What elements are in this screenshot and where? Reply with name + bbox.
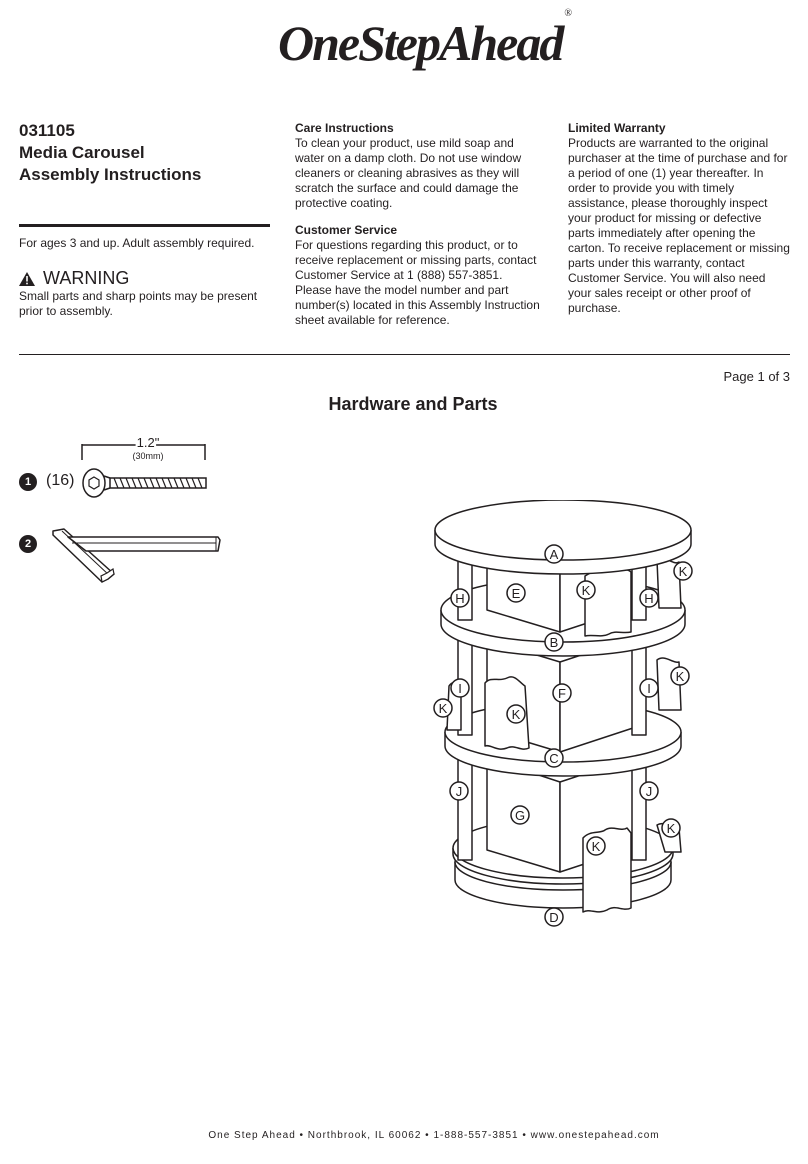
- care-heading: Care Instructions: [295, 121, 394, 135]
- brand-logo: OneStepAhead®: [278, 8, 572, 71]
- part-label-e: [507, 584, 525, 602]
- bolt-illustration: [78, 432, 218, 502]
- product-name: Media Carousel: [19, 143, 145, 162]
- part-label-h-left: [451, 589, 469, 607]
- document-type: Assembly Instructions: [19, 165, 202, 184]
- limited-warranty: [568, 121, 790, 316]
- part-label-k-1: [577, 581, 595, 599]
- warning-body: Small parts and sharp points may be present prior to assembly.: [19, 289, 258, 318]
- svg-text:H: H: [455, 591, 465, 606]
- ages-note: For ages 3 and up. Adult assembly required.: [19, 236, 255, 250]
- title-divider: [19, 224, 270, 227]
- section-title: Hardware and Parts: [328, 394, 498, 414]
- part-label-j-left: [450, 782, 468, 800]
- part-label-j-right: [640, 782, 658, 800]
- svg-text:K: K: [678, 564, 688, 579]
- part-label-a: [545, 545, 563, 563]
- bolt-length-metric: (30mm): [132, 451, 164, 461]
- customer-service-heading: Customer Service: [295, 223, 398, 237]
- svg-text:K: K: [591, 839, 601, 854]
- part-label-b: [545, 633, 563, 651]
- part-label-h-right: [640, 589, 658, 607]
- svg-text:A: A: [549, 547, 559, 562]
- svg-text:I: I: [458, 681, 462, 696]
- svg-text:D: D: [549, 910, 559, 925]
- svg-text:G: G: [514, 808, 526, 823]
- svg-text:J: J: [455, 784, 463, 799]
- svg-text:E: E: [511, 586, 521, 601]
- warranty-heading: Limited Warranty: [568, 121, 666, 135]
- section-divider: [19, 354, 790, 355]
- bolt-length: 1.2": [136, 435, 160, 450]
- svg-text:J: J: [645, 784, 653, 799]
- hardware-quantity-1: (16): [46, 472, 75, 489]
- svg-text:K: K: [511, 707, 521, 722]
- part-label-f: [553, 684, 571, 702]
- model-number: 031105: [19, 121, 75, 140]
- svg-text:C: C: [549, 751, 559, 766]
- svg-text:F: F: [558, 686, 566, 701]
- bolt-icon: [83, 469, 206, 497]
- part-label-k-6: [587, 837, 605, 855]
- allen-key-icon: [50, 527, 225, 587]
- svg-text:K: K: [438, 701, 448, 716]
- customer-service-body: For questions regarding this product, or to receive replacement or missing parts, contact Customer Service at 1 (888) 557-3851. Please have the model number and part number(s) located in this Assembly Instruction sheet available for reference.: [295, 238, 540, 327]
- svg-text:B: B: [549, 635, 559, 650]
- title-block: [19, 120, 201, 186]
- warning-title: WARNING: [43, 268, 130, 288]
- warning-heading: [19, 268, 129, 289]
- svg-text:K: K: [675, 669, 685, 684]
- part-label-k-5: [507, 705, 525, 723]
- part-label-i-right: [640, 679, 658, 697]
- warning-triangle-icon: [19, 272, 35, 286]
- page-indicator: Page 1 of 3: [723, 369, 790, 384]
- part-label-k-2: [674, 562, 692, 580]
- hardware-number-2: 2: [19, 535, 37, 553]
- part-label-k-3: [671, 667, 689, 685]
- part-label-k-7: [662, 819, 680, 837]
- part-label-g: [511, 806, 529, 824]
- warranty-body: Products are warranted to the original purchaser at the time of purchase and for a period of one (1) year thereafter. In order to provide you with timely assistance, please thoroughly inspect your product for missing or defective parts immediately after opening the carton. To receive replacement or missing parts under this warranty, contact Customer Service. You will also need your sales receipt or other proof of purchase.: [568, 136, 790, 315]
- part-label-c: [545, 749, 563, 767]
- hardware-number-1: 1: [19, 473, 37, 491]
- svg-text:H: H: [644, 591, 654, 606]
- carousel-parts-diagram: [425, 500, 705, 940]
- part-label-i-left: [451, 679, 469, 697]
- customer-service: [295, 223, 540, 328]
- svg-text:K: K: [581, 583, 591, 598]
- care-body: To clean your product, use mild soap and water on a damp cloth. Do not use window cleaners or cleaning abrasives as they will scratch the surface and could damage the protective coating.: [295, 136, 522, 210]
- care-instructions: [295, 121, 540, 211]
- footer-contact: One Step Ahead • Northbrook, IL 60062 • 1-888-557-3851 • www.onestepahead.com: [208, 1130, 660, 1141]
- part-label-d: [545, 908, 563, 926]
- part-label-k-4: [434, 699, 452, 717]
- svg-text:K: K: [666, 821, 676, 836]
- svg-text:I: I: [647, 681, 651, 696]
